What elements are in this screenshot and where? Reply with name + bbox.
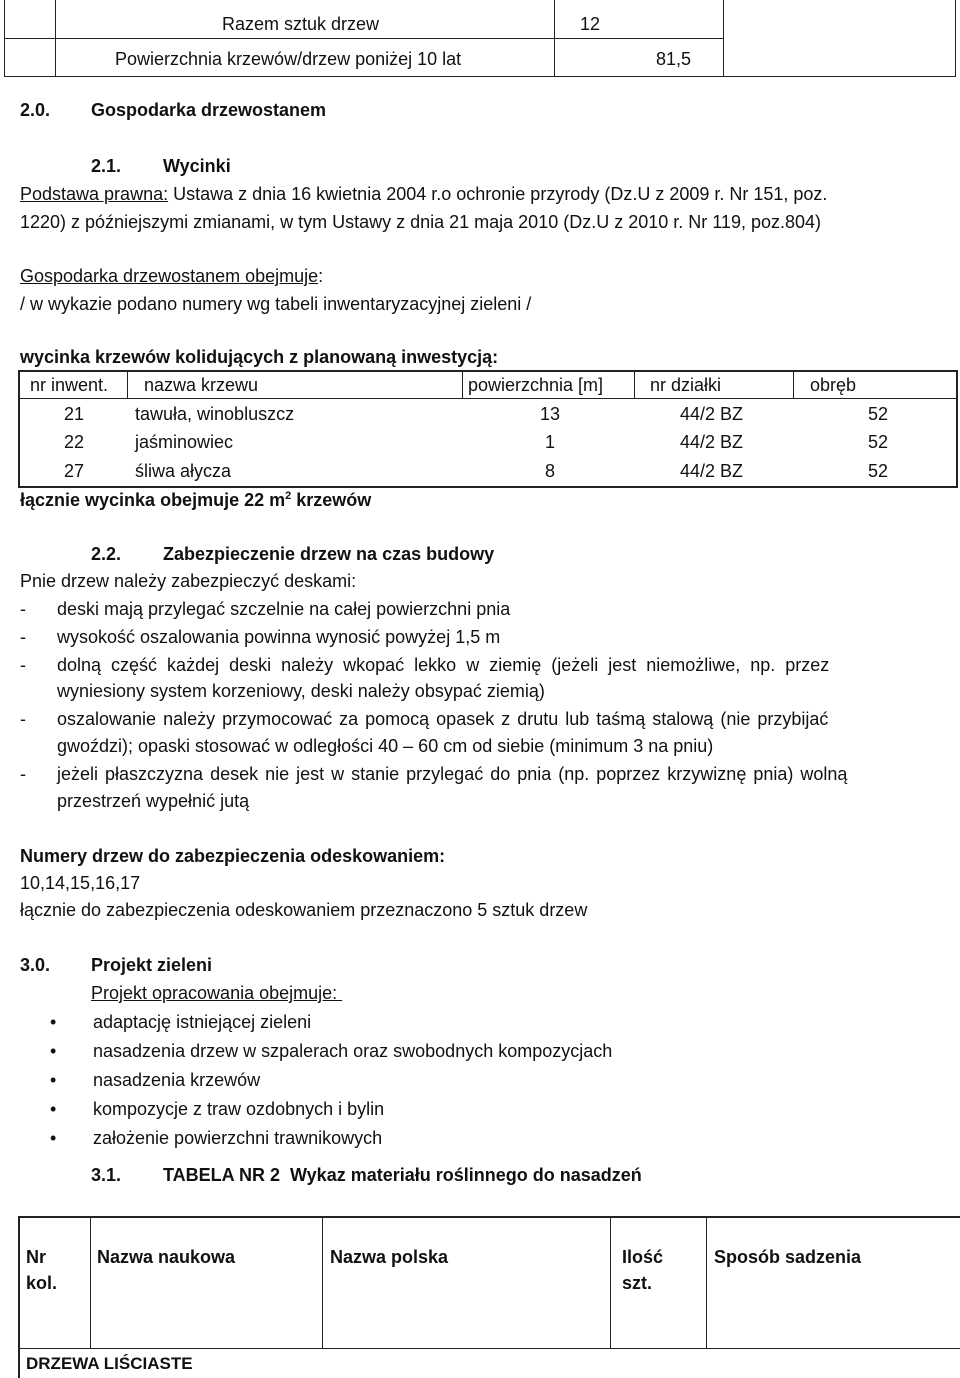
table-divider [610,1218,611,1348]
cell-district: 52 [868,432,889,452]
protected-trees-heading: Numery drzew do zabezpieczenia odeskowaniem: [20,846,446,866]
table-divider [462,372,463,398]
col-header-method: Sposób sadzenia [714,1247,862,1267]
table-divider [322,1218,323,1348]
cell-name: jaśminowiec [135,432,234,452]
bullet-icon: • [50,1128,57,1148]
project-bullet-1: adaptację istniejącej zieleni [93,1012,312,1032]
scope-label [20,266,323,287]
protection-intro: Pnie drzew należy zabezpieczyć deskami: [20,571,357,591]
wycinka-total-unit: krzewów [291,490,372,510]
bullet-icon: • [50,1099,57,1119]
bullet-icon: • [50,1012,57,1032]
protection-item-1: deski mają przylegać szczelnie na całej powierzchni pnia [57,599,511,619]
legal-basis-line-2: 1220) z późniejszymi zmianami, w tym Ustawy z dnia 21 maja 2010 (Dz.U z 2010 r. Nr 119, poz.804) [20,212,821,232]
section-number: 2.2. [91,544,122,564]
cell-name: śliwa ałycza [135,461,232,481]
project-bullet-2: nasadzenia drzew w szpalerach oraz swobodnych kompozycjach [93,1041,613,1061]
table-divider [793,372,794,398]
legal-basis-text: Ustawa z dnia 16 kwietnia 2004 r.o ochronie przyrody (Dz.U z 2009 r. Nr 151, poz. [168,184,828,204]
cell-plot: 44/2 BZ [680,432,744,452]
list-dash: - [20,655,26,675]
project-bullet-3: nasadzenia krzewów [93,1070,261,1090]
col-header-nr: Nr [26,1247,47,1267]
scope-colon: : [318,266,324,286]
table-divider [723,0,724,76]
bullet-icon: • [50,1041,57,1061]
section-number: 2.1. [91,156,122,176]
table-divider [20,398,956,399]
table-divider [5,38,723,39]
protected-trees-total: łącznie do zabezpieczenia odeskowaniem przeznaczono 5 sztuk drzew [20,900,588,920]
cell-district: 52 [868,461,889,481]
protected-trees-numbers: 10,14,15,16,17 [20,873,141,893]
legal-basis-label: Podstawa prawna: [20,184,169,204]
cell-nr: 21 [64,404,85,424]
legal-basis-line-1 [20,184,827,205]
table-divider [706,1218,707,1348]
table-divider [20,1348,960,1349]
section-number: 3.0. [20,955,51,975]
wycinka-total-sup: 2 [285,490,292,502]
project-bullet-5: założenie powierzchni trawnikowych [93,1128,383,1148]
wycinka-heading: wycinka krzewów kolidujących z planowaną inwestycją: [20,347,499,367]
wycinka-total-text: łącznie wycinka obejmuje 22 m [20,490,286,510]
protection-item-4-line-2: gwoździ); opaski stosować w odległości 40 – 60 cm od siebie (minimum 3 na pniu) [57,736,714,756]
cell-area: 1 [545,432,556,452]
scope-note: / w wykazie podano numery wg tabeli inwentaryzacyjnej zieleni / [20,294,532,314]
table-divider [127,372,128,398]
cell-nr: 22 [64,432,85,452]
cell-plot: 44/2 BZ [680,404,744,424]
section-title: Gospodarka drzewostanem [91,100,327,120]
plant-group-label: DRZEWA LIŚCIASTE [26,1354,193,1373]
col-header-area: powierzchnia [m] [468,375,604,395]
bullet-icon: • [50,1070,57,1090]
col-header-polish: Nazwa polska [330,1247,449,1267]
protection-item-2: wysokość oszalowania powinna wynosić powyżej 1,5 m [57,627,501,647]
section-number: 2.0. [20,100,51,120]
col-header-name: nazwa krzewu [144,375,259,395]
col-header-district: obręb [810,375,857,395]
table-divider [90,1218,91,1348]
wycinka-total [20,490,371,511]
cell-name: tawuła, winobluszcz [135,404,295,424]
summary-trees-value: 12 [580,14,601,34]
list-dash: - [20,599,26,619]
summary-area-value: 81,5 [656,49,692,69]
protection-item-3-line-2: wyniesiony system korzeniowy, deski należy obsypać ziemią) [57,681,545,701]
section-title: Projekt zieleni [91,955,213,975]
protection-item-5-line-2: przestrzeń wypełnić jutą [57,791,250,811]
summary-area-label: Powierzchnia krzewów/drzew poniżej 10 lat [115,49,462,69]
cell-district: 52 [868,404,889,424]
project-label: Projekt opracowania obejmuje: [91,983,343,1003]
cell-area: 13 [540,404,561,424]
list-dash: - [20,627,26,647]
cell-plot: 44/2 BZ [680,461,744,481]
col-header-plot: nr działki [650,375,722,395]
col-header-nr-2: kol. [26,1273,58,1293]
summary-trees-label: Razem sztuk drzew [222,14,380,34]
section-title: TABELA NR 2 Wykaz materiału roślinnego do nasadzeń [163,1165,642,1185]
cell-nr: 27 [64,461,85,481]
col-header-qty-2: szt. [622,1273,653,1293]
col-header-nr: nr inwent. [30,375,109,395]
protection-item-5-line-1: jeżeli płaszczyzna desek nie jest w stanie przylegać do pnia (np. poprzez krzywiznę pnia) wolną [57,764,848,784]
protection-item-3-line-1: dolną część każdej deski należy wkopać lekko w ziemię (jeżeli jest niemożliwe, np. przez [57,655,830,675]
section-title: Zabezpieczenie drzew na czas budowy [163,544,495,564]
list-dash: - [20,709,26,729]
col-header-latin: Nazwa naukowa [97,1247,236,1267]
col-header-qty: Ilość [622,1247,664,1267]
scope-label-text: Gospodarka drzewostanem obejmuje [20,266,319,286]
list-dash: - [20,764,26,784]
cell-area: 8 [545,461,556,481]
protection-item-4-line-1: oszalowanie należy przymocować za pomocą opasek z drutu lub taśmą stalową (nie przybijać [57,709,829,729]
section-title: Wycinki [163,156,231,176]
table-divider [634,372,635,398]
project-bullet-4: kompozycje z traw ozdobnych i bylin [93,1099,385,1119]
section-number: 3.1. [91,1165,122,1185]
